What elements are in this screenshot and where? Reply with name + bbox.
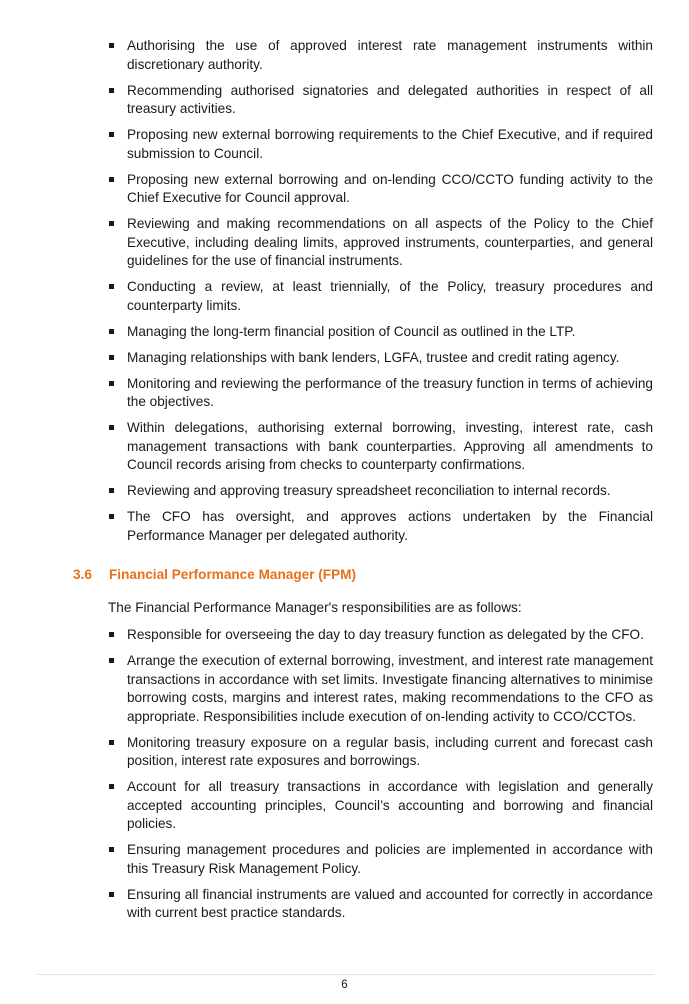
bullet-icon [109,847,114,852]
list-item-text: Proposing new external borrowing and on-lending CCO/CCTO funding activity to the Chief Executive for Council approval. [127,171,653,205]
list-item-text: Monitoring treasury exposure on a regular basis, including current and forecast cash position, interest rate exposures and borrowings. [127,734,653,768]
list-item-text: Proposing new external borrowing requirements to the Chief Executive, and if required submission to Council. [127,127,653,161]
list-item [108,778,653,834]
bullet-icon [109,177,114,182]
list-item [108,886,653,923]
list-item-text: Reviewing and approving treasury spreadsheet reconciliation to internal records. [127,483,611,498]
bullet-icon [109,381,114,386]
list-item [108,37,653,74]
list-item-text: The CFO has oversight, and approves actions undertaken by the Financial Performance Manager per delegated authority. [127,509,653,543]
bullet-icon [109,632,114,637]
list-item-text: Ensuring management procedures and policies are implemented in accordance with this Treasury Risk Management Policy. [127,842,653,876]
section-intro: The Financial Performance Manager's responsibilities are as follows: [108,600,522,615]
section-heading [73,566,356,585]
list-item [108,82,653,119]
list-item-text: Managing the long-term financial position of Council as outlined in the LTP. [127,323,576,339]
list-item [108,375,653,412]
list-item-text: Managing relationships with bank lenders, LGFA, trustee and credit rating agency. [127,349,620,365]
list-item [108,841,653,878]
list-item-text: Reviewing and making recommendations on all aspects of the Policy to the Chief Executive, including dealing limits, approved instruments, counterparties, and general guidelines for the use of financial instruments. [127,216,653,268]
list-item-text: Ensuring all financial instruments are valued and accounted for correctly in accordance with current best practice standards. [127,886,653,920]
bullet-icon [109,329,114,334]
bullet-icon [109,221,114,226]
list-item [108,419,653,475]
list-item [108,323,653,342]
list-item-text: Account for all treasury transactions in accordance with legislation and generally accepted accounting principles, Council’s accounting and borrowing and financial policies. [127,779,653,831]
section-number: 3.6 [73,567,92,582]
footer-divider [36,974,654,975]
bullet-icon [109,425,114,430]
bullet-icon [109,658,114,663]
list-item [108,215,653,271]
list-item [108,734,653,771]
list-item [108,278,653,315]
list-item-text: Authorising the use of approved interest rate management instruments within discretionary authority. [127,38,653,72]
list-item [108,508,653,545]
list-item-text: Conducting a review, at least triennially, of the Policy, treasury procedures and counterparty limits. [127,279,653,313]
list-item-text: Within delegations, authorising external borrowing, investing, interest rate, cash management transactions with bank counterparties. Approving all amendments to Council records arising from checks to counterparty confirmations. [127,420,653,472]
responsibilities-list-fpm [108,626,653,930]
bullet-icon [109,784,114,789]
list-item [108,171,653,208]
list-item-text: Responsible for overseeing the day to day treasury function as delegated by the CFO. [127,627,644,642]
list-item [108,126,653,163]
bullet-icon [109,514,114,519]
list-item [108,482,653,501]
bullet-icon [109,355,114,360]
list-item-text: Recommending authorised signatories and delegated authorities in respect of all treasury activities. [127,82,653,116]
page-number: 6 [341,979,348,991]
section-title: Financial Performance Manager (FPM) [109,567,357,582]
list-item [108,349,653,368]
bullet-icon [109,43,114,48]
list-item [108,626,653,645]
bullet-icon [109,488,114,493]
bullet-icon [109,892,114,897]
list-item-text: Arrange the execution of external borrowing, investment, and interest rate management transactions in accordance with set limits. Investigate financing alternatives to minimise borrowing costs, margins and interest rates, making recommendations to the CFO as appropriate. Responsibilities include execution of on-lending activity to CCO/CCTOs. [127,653,653,724]
responsibilities-list-cfo [108,37,653,553]
list-item-text: Monitoring and reviewing the performance of the treasury function in terms of achieving the objectives. [127,375,653,409]
bullet-icon [109,284,114,289]
bullet-icon [109,88,114,93]
bullet-icon [109,132,114,137]
list-item [108,652,653,726]
bullet-icon [109,740,114,745]
